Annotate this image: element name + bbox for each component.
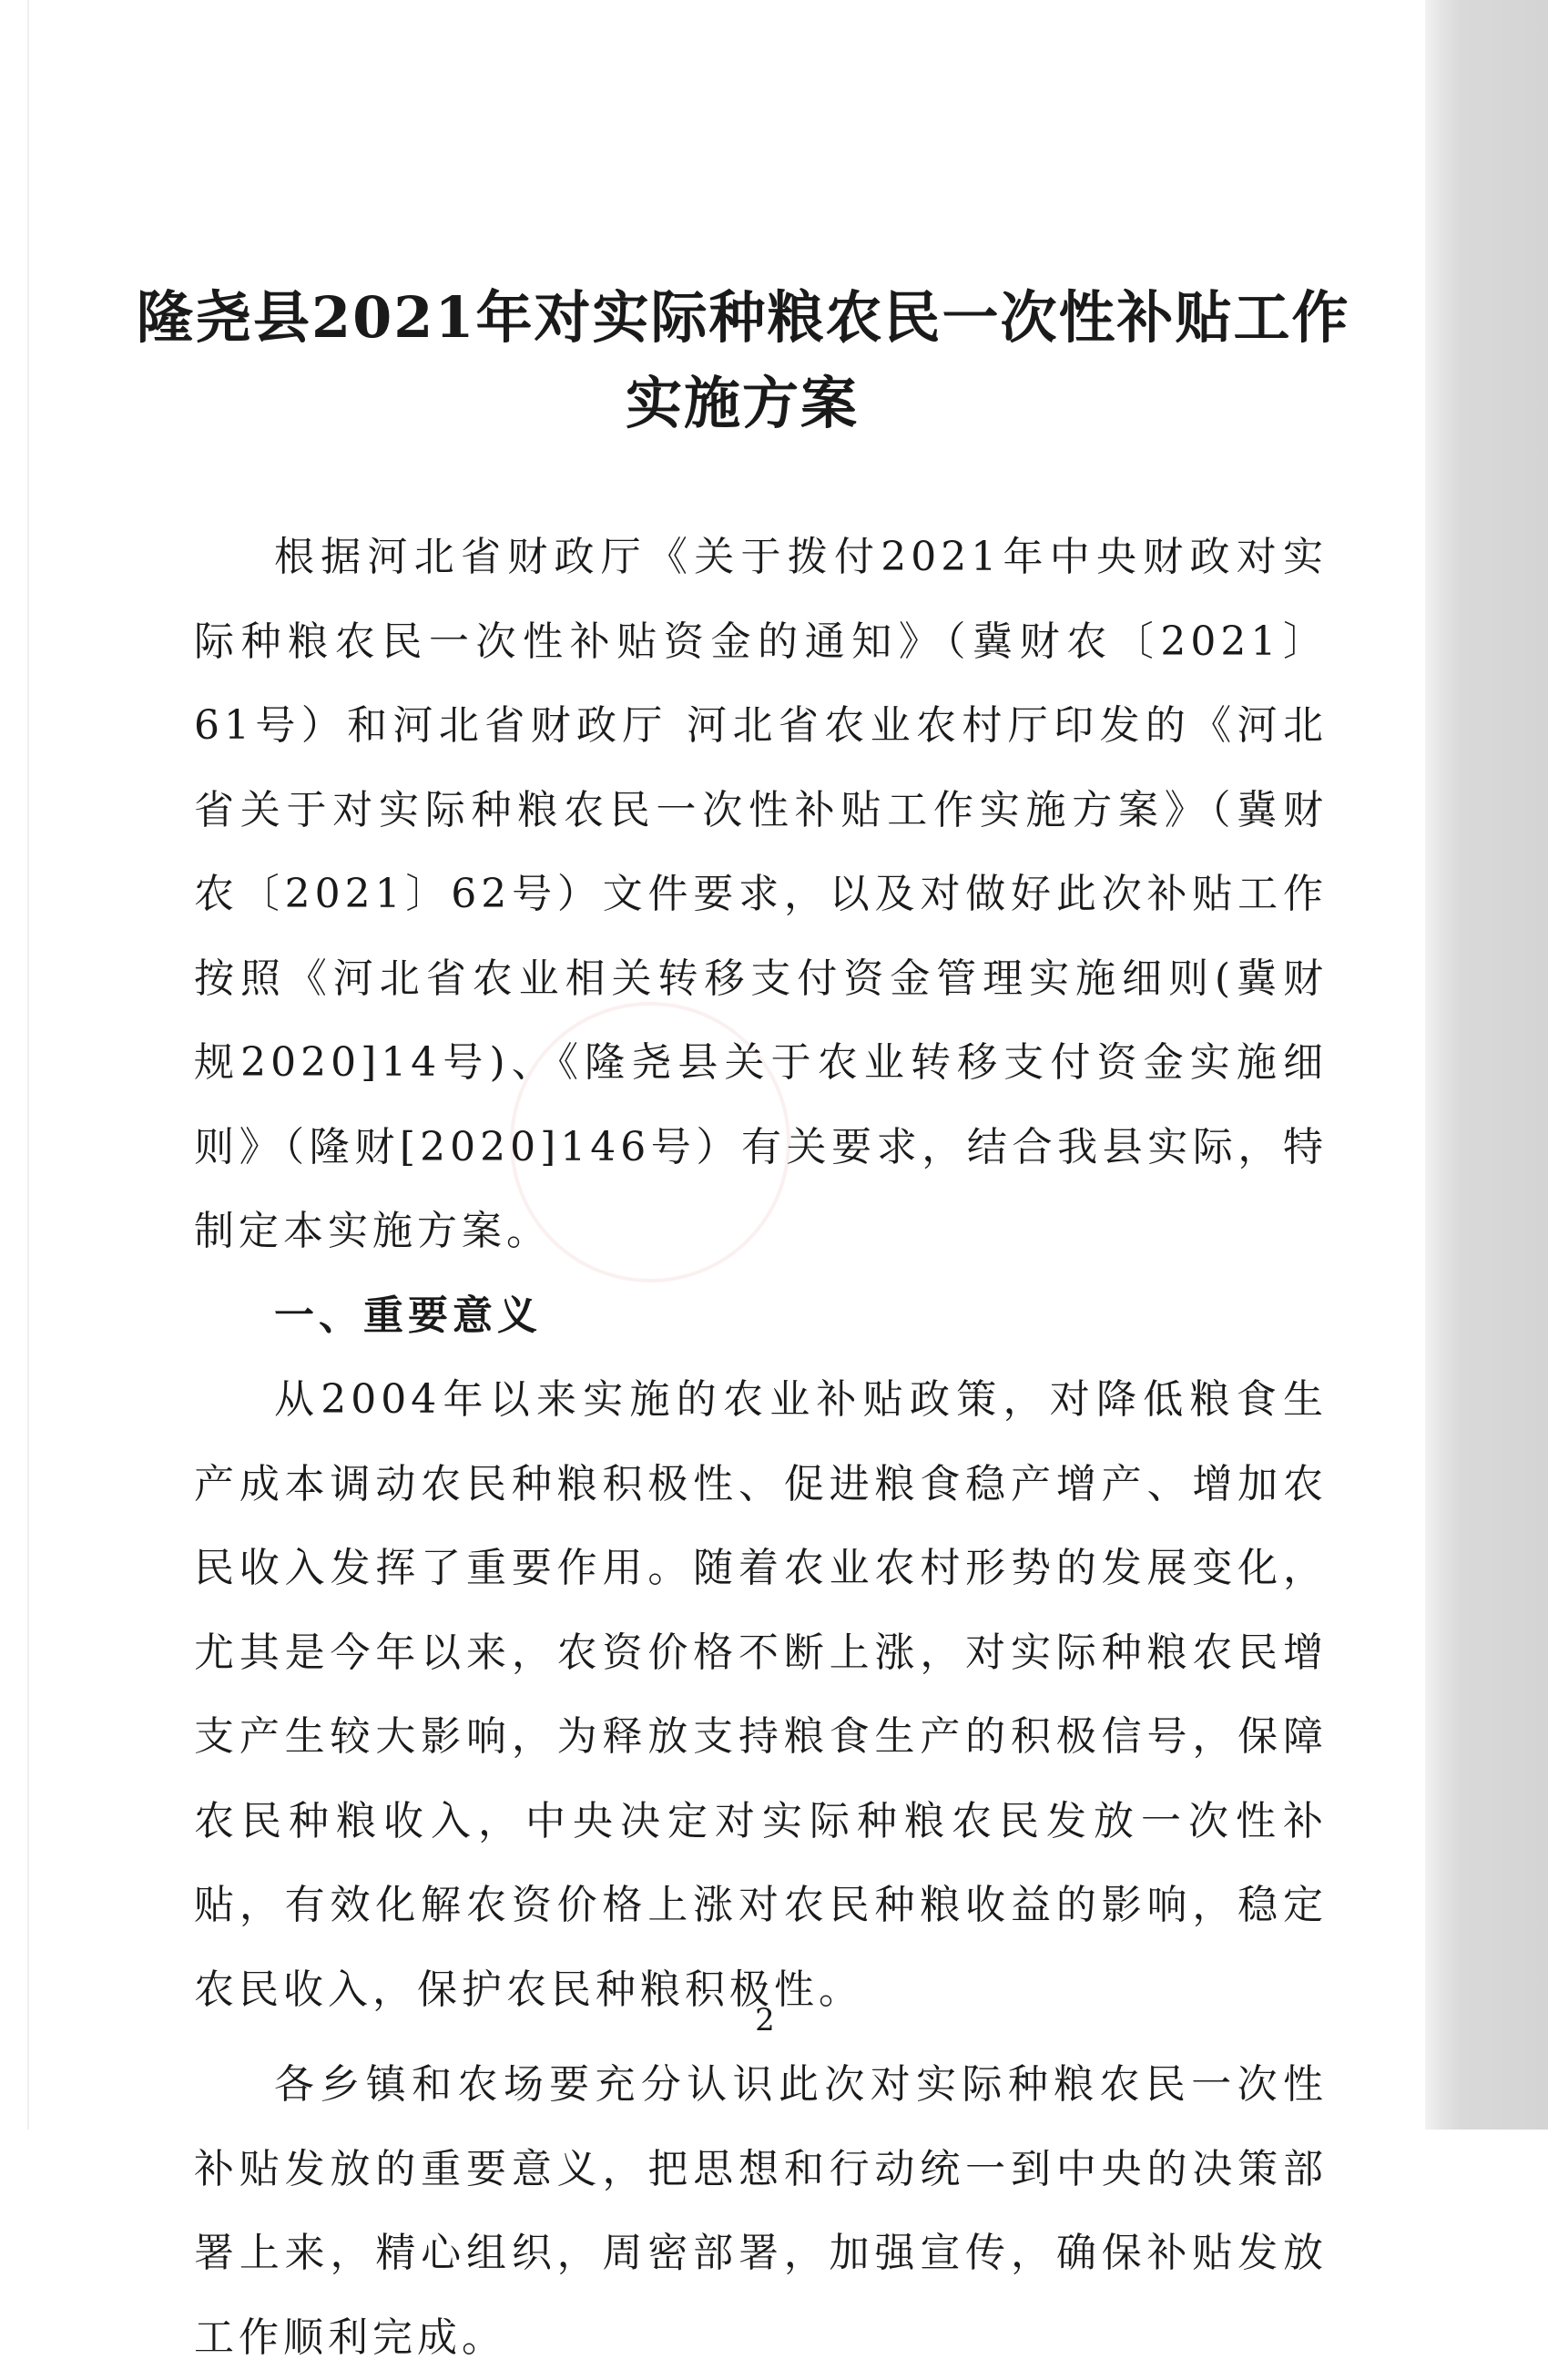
intro-paragraph: 根据河北省财政厅《关于拨付2021年中央财政对实际种粮农民一次性补贴资金的通知》（冀财农〔2021〕61号）和河北省财政厅 河北省农业农村厅印发的《河北省关于对实际种粮农民一次性补贴工作实施方案》（冀财农〔2021〕62号）文件要求，以及对做好此次补贴工作按照《河北省农业相关转移支付资金管理实施细则(冀财规2020]14号)、《隆尧县关于农业转移支付资金实施细则》（隆财[2020]146号）有关要求，结合我县实际，特制定本实施方案。 — [194, 534, 1328, 1254]
scan-left-edge — [27, 0, 29, 2130]
document-title-line-2: 实施方案 — [625, 370, 859, 436]
document-title-line-1: 隆尧县2021年对实际种粮农民一次性补贴工作 — [137, 284, 1350, 351]
section-1-paragraph-2: 各乡镇和农场要充分认识此次对实际种粮农民一次性补贴发放的重要意义，把思想和行动统一到中央的决策部署上来，精心组织，周密部署，加强宣传，确保补贴发放工作顺利完成。 — [194, 2061, 1328, 2361]
section-heading-significance: 一、重要意义 — [274, 1292, 542, 1339]
page-number: 2 — [755, 2002, 775, 2038]
section-1-paragraph-1: 从2004年以来实施的农业补贴政策，对降低粮食生产成本调动农民种粮积极性、促进粮食稳产增产、增加农民收入发挥了重要作用。随着农业农村形势的发展变化，尤其是今年以来，农资价格不断上涨，对实际种粮农民增支产生较大影响，为释放支持粮食生产的积极信号，保障农民种粮收入，中央决定对实际种粮农民发放一次性补贴，有效化解农资价格上涨对农民种粮收益的影响，稳定农民收入，保护农民种粮积极性。 — [194, 1376, 1328, 2013]
document-body — [194, 516, 1328, 2380]
scan-edge-shadow — [1425, 0, 1548, 2130]
